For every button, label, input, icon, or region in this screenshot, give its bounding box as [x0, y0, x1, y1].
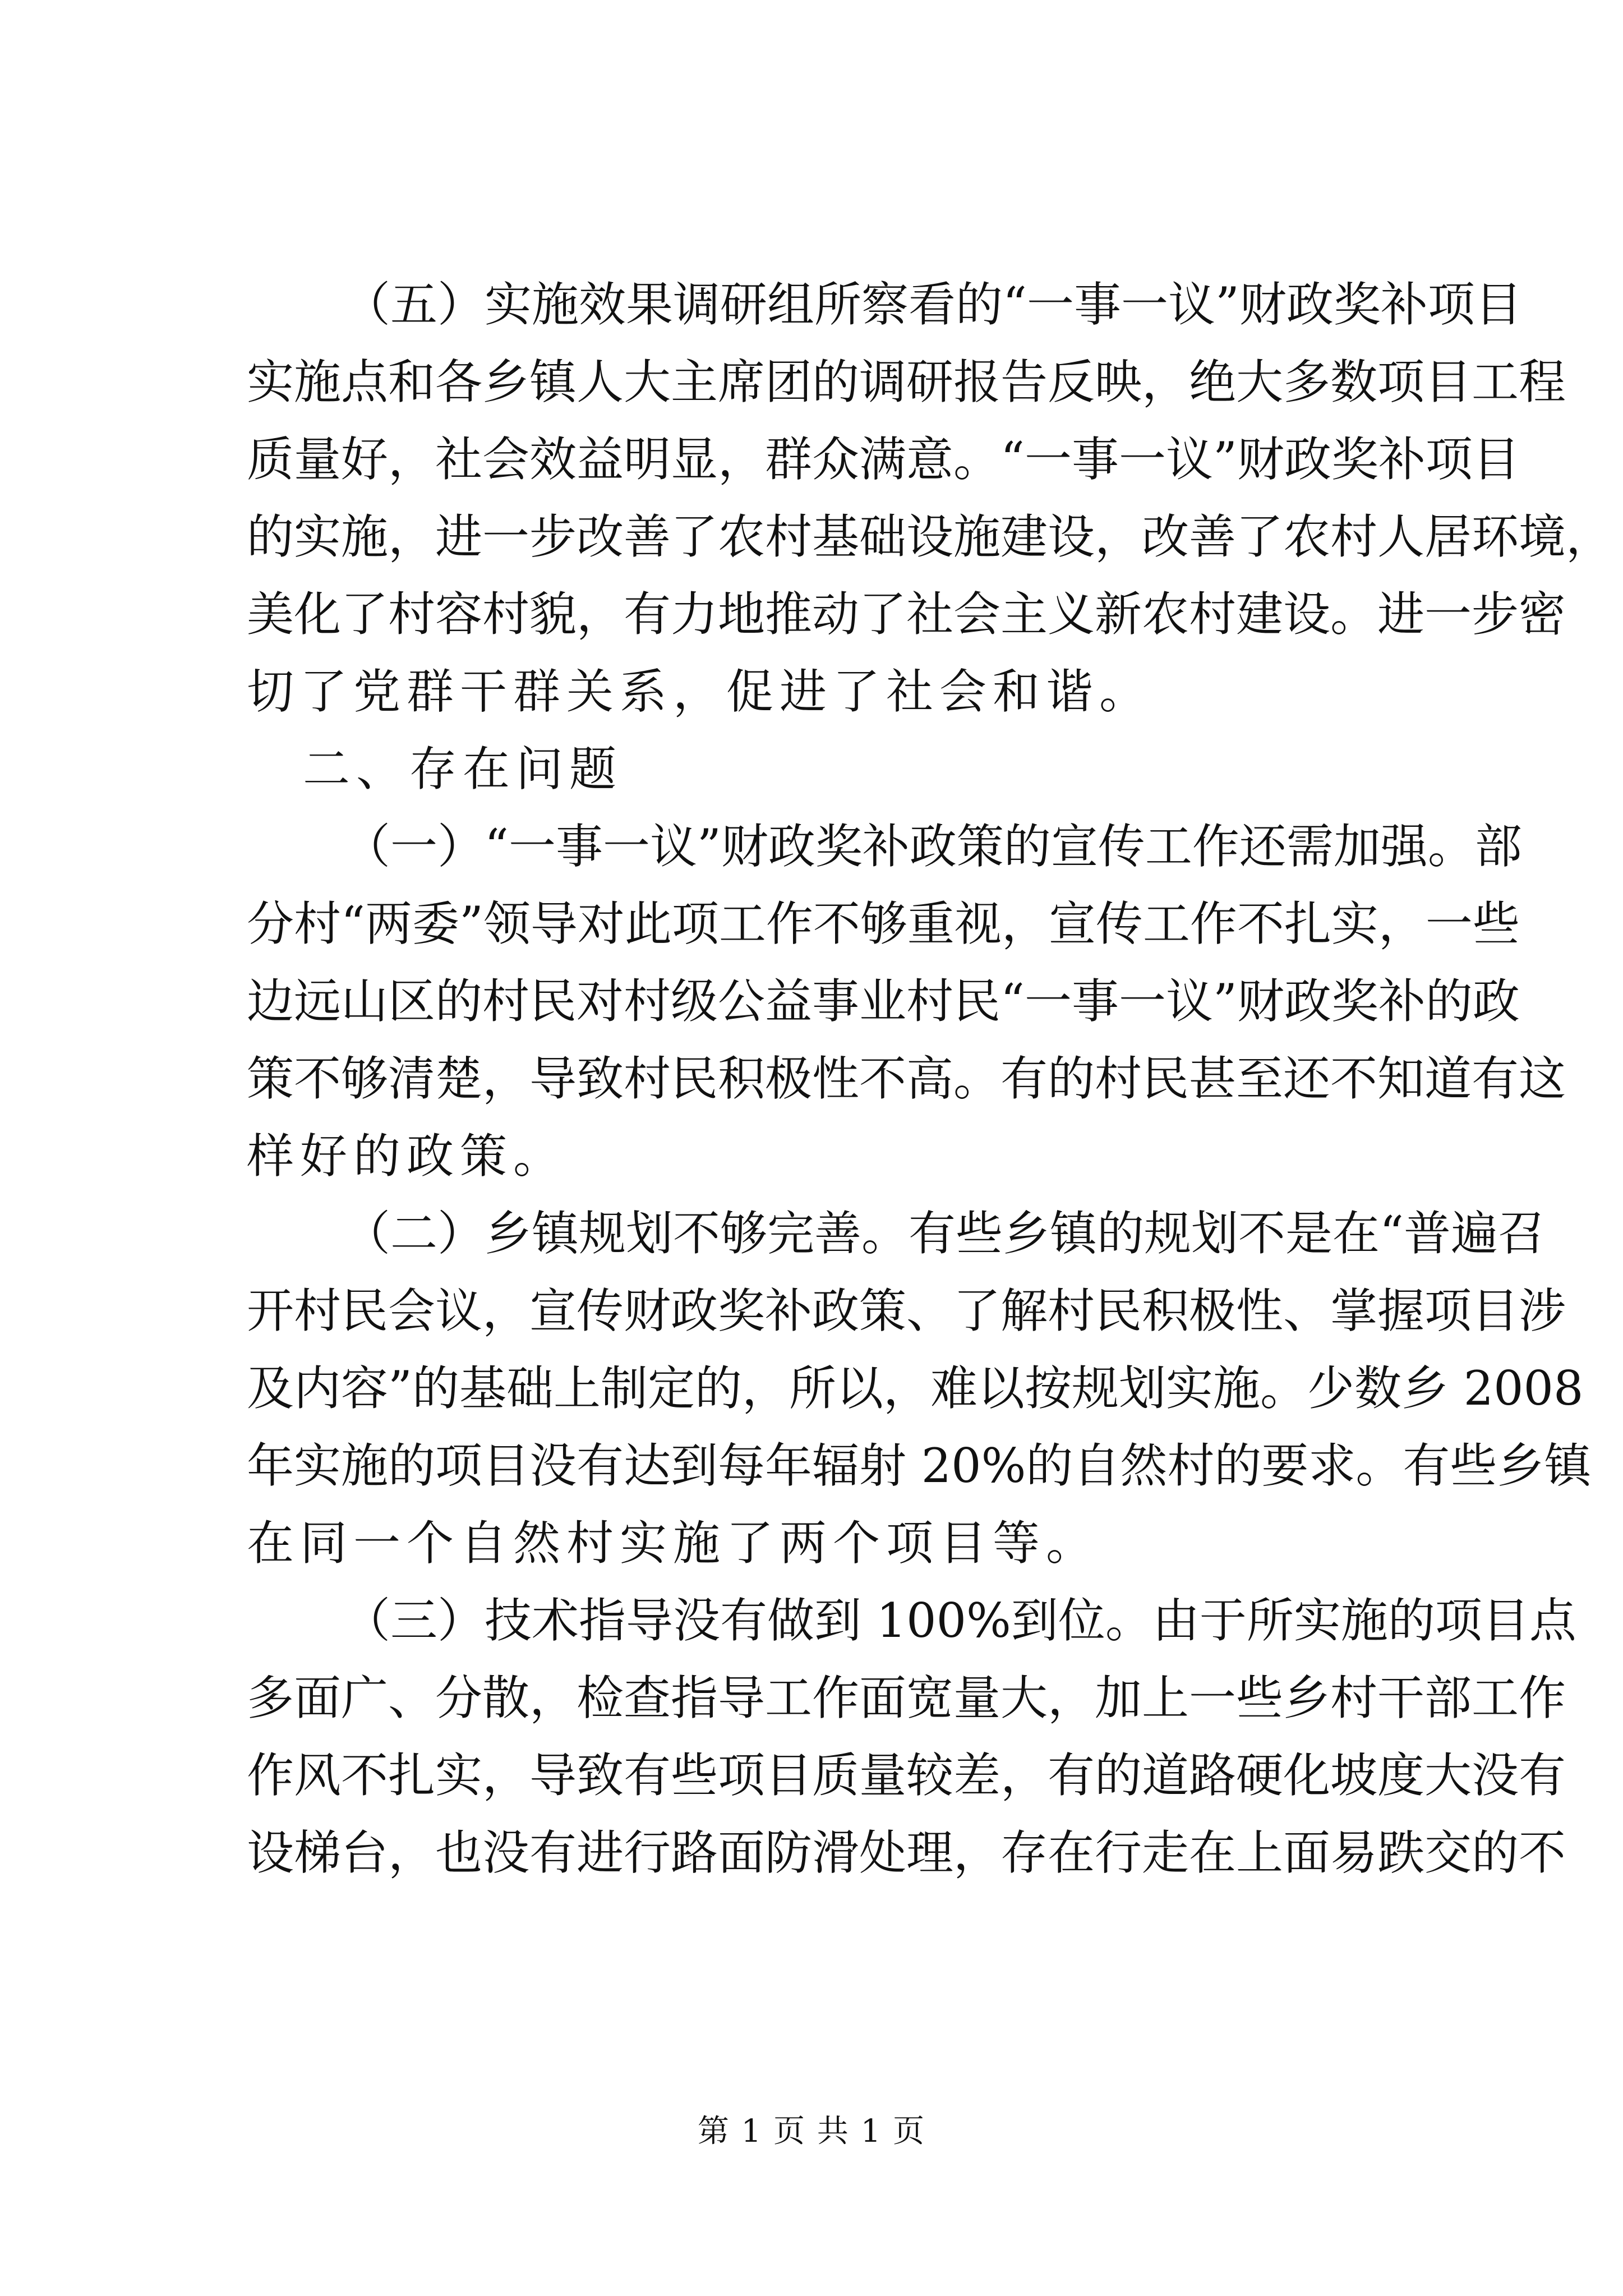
paragraph-5-line-3: 质量好，社会效益明显，群众满意。“一事一议”财政奖补项目 [247, 432, 1520, 487]
paragraph-2-line-4: 年实施的项目没有达到每年辐射 20%的自然村的要求。有些乡镇 [247, 1438, 1592, 1493]
paragraph-2-line-5: 在同一个自然村实施了两个项目等。 [247, 1516, 1100, 1571]
paragraph-1-line-4: 策不够清楚，导致村民积极性不高。有的村民甚至还不知道有这 [247, 1051, 1566, 1106]
page-number-footer: 第 1 页 共 1 页 [697, 2113, 926, 2150]
paragraph-3-line-1: （三）技术指导没有做到 100%到位。由于所实施的项目点 [343, 1593, 1576, 1648]
paragraph-2-line-1: （二）乡镇规划不够完善。有些乡镇的规划不是在“普遍召 [343, 1206, 1545, 1261]
paragraph-5-line-5: 美化了村容村貌，有力地推动了社会主义新农村建设。进一步密 [247, 587, 1566, 642]
paragraph-1-line-2: 分村“两委”领导对此项工作不够重视，宣传工作不扎实，一些 [247, 896, 1520, 951]
paragraph-5-line-4: 的实施，进一步改善了农村基础设施建设，改善了农村人居环境， [247, 509, 1613, 564]
paragraph-5-line-1: （五）实施效果调研组所察看的“一事一议”财政奖补项目 [343, 277, 1522, 332]
paragraph-3-line-2: 多面广、分散，检查指导工作面宽量大，加上一些乡村干部工作 [247, 1671, 1566, 1726]
paragraph-1-line-3: 边远山区的村民对村级公益事业村民“一事一议”财政奖补的政 [247, 974, 1520, 1029]
paragraph-2-line-3: 及内容”的基础上制定的，所以，难以按规划实施。少数乡 2008 [247, 1361, 1584, 1416]
paragraph-5-line-6: 切了党群干群关系，促进了社会和谐。 [247, 664, 1153, 719]
section-heading-problems: 二、存在问题 [303, 742, 623, 797]
paragraph-3-line-4: 设梯台，也没有进行路面防滑处理，存在行走在上面易跌交的不 [247, 1825, 1566, 1880]
paragraph-3-line-3: 作风不扎实，导致有些项目质量较差，有的道路硬化坡度大没有 [247, 1748, 1566, 1803]
paragraph-1-line-5: 样好的政策。 [247, 1129, 567, 1184]
paragraph-1-line-1: （一）“一事一议”财政奖补政策的宣传工作还需加强。部 [343, 819, 1522, 874]
paragraph-5-line-2: 实施点和各乡镇人大主席团的调研报告反映，绝大多数项目工程 [247, 355, 1566, 409]
paragraph-2-line-2: 开村民会议，宣传财政奖补政策、了解村民积极性、掌握项目涉 [247, 1283, 1566, 1338]
